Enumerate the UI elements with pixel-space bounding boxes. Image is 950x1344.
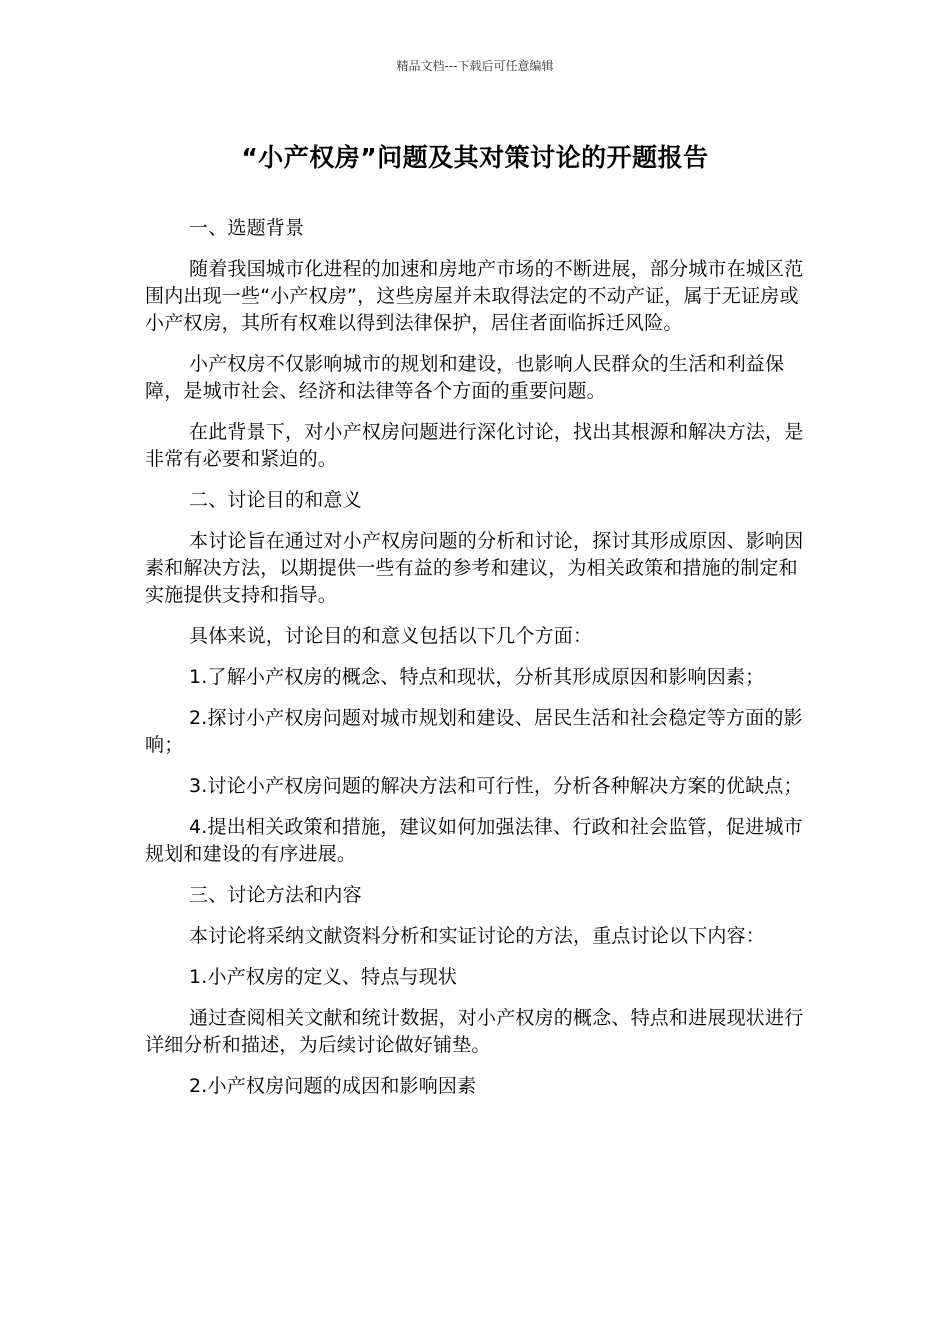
list-item: 1.小产权房的定义、特点与现状 — [189, 966, 458, 988]
paragraph: 具体来说，讨论目的和意义包括以下几个方面： — [189, 625, 593, 647]
list-item: 1.了解小产权房的概念、特点和现状，分析其形成原因和影响因素； — [189, 666, 765, 688]
header-note: 精品文档---下载后可任意编辑 — [396, 59, 554, 73]
list-item: 4.提出相关政策和措施，建议如何加强法律、行政和社会监管，促进城市规划和建设的有序进展。 — [145, 816, 803, 865]
paragraph: 小产权房不仅影响城市的规划和建设，也影响人民群众的生活和利益保障，是城市社会、经济和法律等各个方面的重要问题。 — [145, 353, 785, 402]
list-item: 2.探讨小产权房问题对城市规划和建设、居民生活和社会稳定等方面的影响； — [145, 707, 803, 756]
section-heading-method: 三、讨论方法和内容 — [189, 884, 362, 906]
document-body — [145, 215, 805, 1114]
list-item: 3.讨论小产权房问题的解决方法和可行性，分析各种解决方案的优缺点； — [189, 775, 803, 797]
paragraph: 本讨论将采纳文献资料分析和实证讨论的方法，重点讨论以下内容： — [189, 925, 766, 947]
paragraph: 随着我国城市化进程的加速和房地产市场的不断进展，部分城市在城区范围内出现一些“小产权房”，这些房屋并未取得法定的不动产证，属于无证房或小产权房，其所有权难以得到法律保护，居住者面临拆迁风险。 — [145, 258, 804, 334]
section-heading-background: 一、选题背景 — [189, 217, 305, 239]
paragraph: 通过查阅相关文献和统计数据，对小产权房的概念、特点和进展现状进行详细分析和描述，为后续讨论做好铺垫。 — [145, 1007, 804, 1056]
section-heading-purpose: 二、讨论目的和意义 — [189, 489, 362, 511]
paragraph: 本讨论旨在通过对小产权房问题的分析和讨论，探讨其形成原因、影响因素和解决方法，以期提供一些有益的参考和建议，为相关政策和措施的制定和实施提供支持和指导。 — [145, 530, 804, 606]
list-item: 2.小产权房问题的成因和影响因素 — [189, 1075, 477, 1097]
document-title: “小产权房”问题及其对策讨论的开题报告 — [241, 143, 709, 172]
paragraph: 在此背景下，对小产权房问题进行深化讨论，找出其根源和解决方法，是非常有必要和紧迫的。 — [145, 421, 804, 470]
